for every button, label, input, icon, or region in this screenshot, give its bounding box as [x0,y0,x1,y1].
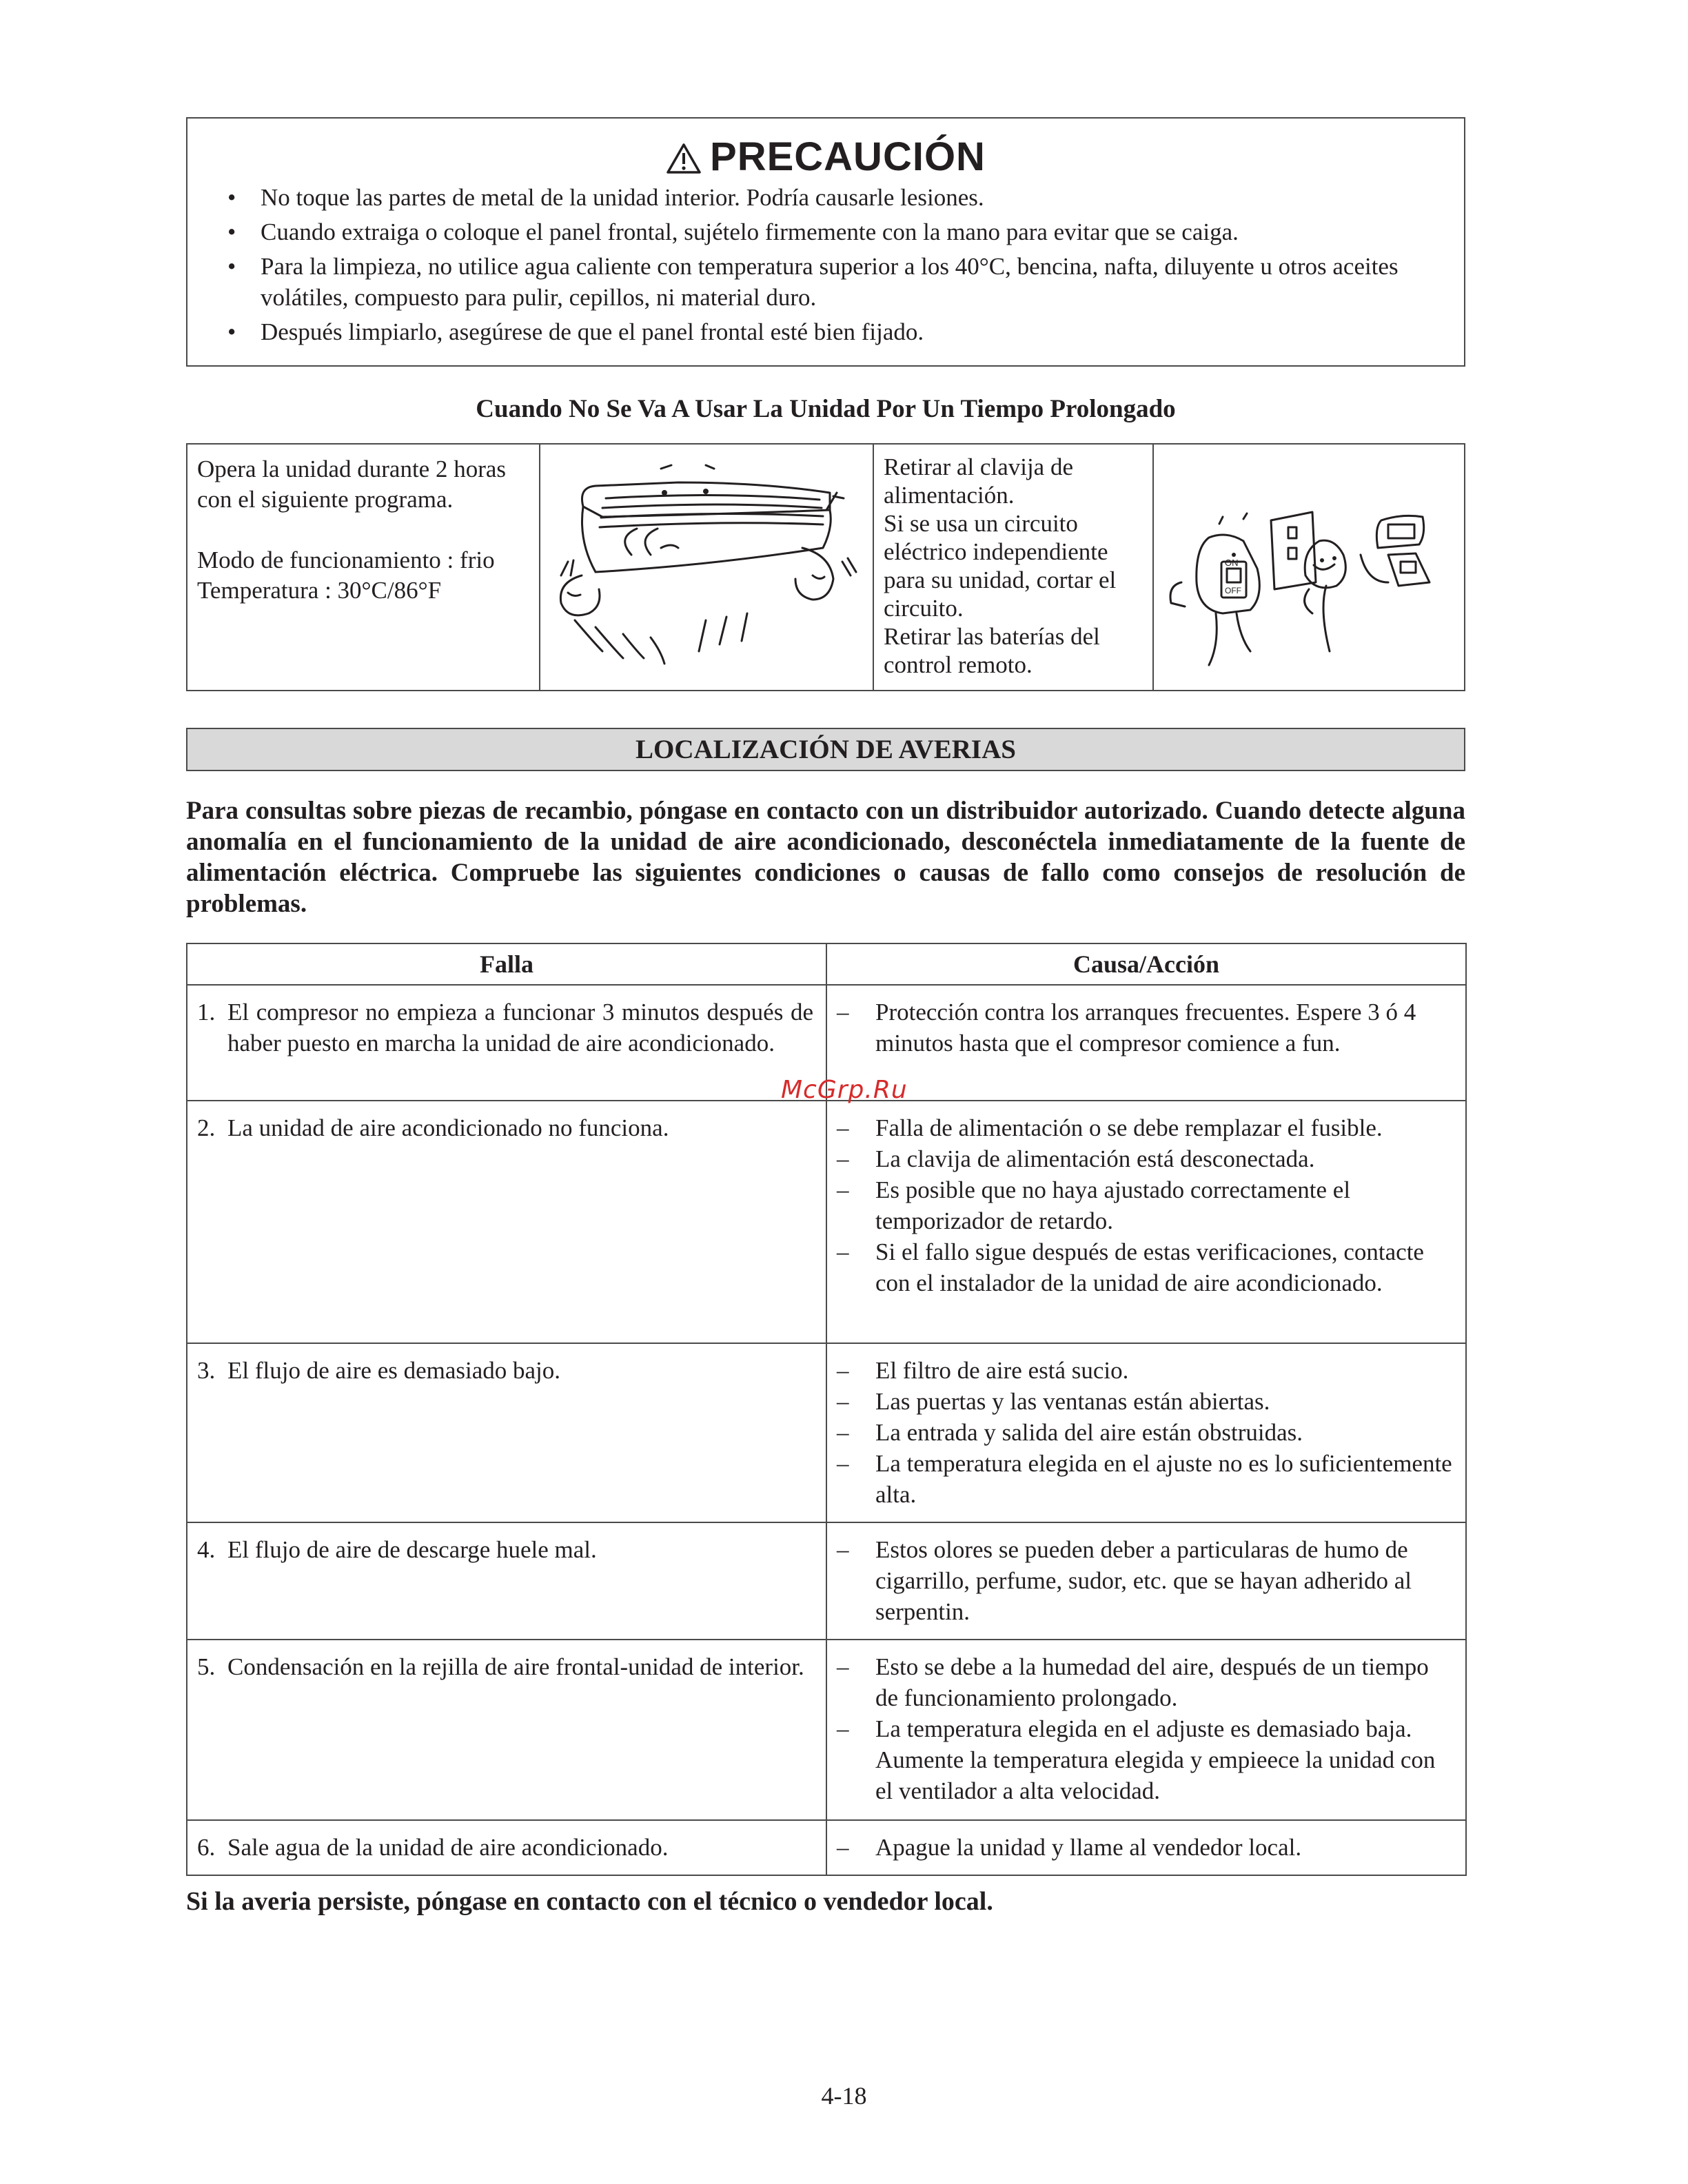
warning-triangle-icon [666,143,702,174]
page-number: 4-18 [821,2082,867,2110]
fault-number: 5. [197,1653,216,1680]
table-row [187,1101,1466,1343]
plug-switch-illustration [1154,445,1464,690]
plug-switch-illustration-cell [1154,445,1464,690]
table-row [187,1640,1466,1820]
cause-text: La entrada y salida del aire están obstruidas. [875,1419,1303,1446]
dash: – [837,1176,849,1203]
fault-text: La unidad de aire acondicionado no funciona. [227,1114,669,1141]
fault-cell [187,985,826,1101]
dash: – [837,1357,849,1384]
caution-item: • Cuando extraiga o coloque el panel frontal, sujételo firmemente con la mano para evitar que se caiga. [227,216,1441,247]
switch-on-label: ON [1225,558,1239,568]
troubleshooting-title: LOCALIZACIÓN DE AVERIAS [186,728,1465,771]
cause-text: Apague la unidad y llame al vendedor local. [875,1834,1302,1861]
cause-text: La temperatura elegida en el ajuste no es lo suficientemente alta. [875,1450,1452,1508]
dash: – [837,1715,849,1742]
fault-text: El flujo de aire de descarge huele mal. [227,1536,597,1563]
aircon-illustration-cell [540,445,874,690]
dash: – [837,1536,849,1563]
cause-text: Estos olores se pueden deber a particularas de humo de cigarrillo, perfume, sudor, etc. que se hayan adherido al serpentin. [875,1536,1412,1625]
cause-text: El filtro de aire está sucio. [875,1357,1129,1384]
table-row [187,1820,1466,1875]
cause-text: La clavija de alimentación está desconectada. [875,1145,1315,1172]
fault-cell [187,1101,826,1343]
fault-number: 6. [197,1834,216,1861]
fault-cell [187,1820,826,1875]
storage-program-text: Opera la unidad durante 2 horas con el siguiente programa. [197,456,507,513]
column-header-fault: Falla [187,943,826,985]
fault-text: El flujo de aire es demasiado bajo. [227,1357,561,1384]
cause-text: Protección contra los arranques frecuentes. Espere 3 ó 4 minutos hasta que el compresor comience a fun. [875,999,1416,1057]
caution-title-text: PRECAUCIÓN [710,134,986,179]
caution-box [186,117,1465,367]
column-header-cause: Causa/Acción [826,943,1466,985]
cause-text: Esto se debe a la humedad del aire, después de un tiempo de funcionamiento prolongado. [875,1653,1429,1711]
dash: – [837,1653,849,1680]
fault-cell [187,1522,826,1640]
dash: – [837,1114,849,1141]
storage-mode-text: Modo de funcionamiento : frio [197,547,495,573]
circuit-text: Si se usa un circuito eléctrico independiente para su unidad, cortar el circuito. [884,510,1117,622]
cause-cell [826,1101,1466,1343]
fault-text: El compresor no empieza a funcionar 3 minutos después de haber puesto en marcha la unidad de aire acondicionado. [227,999,813,1057]
dash: – [837,999,849,1025]
unplug-instructions-cell [874,445,1154,690]
dash: – [837,1388,849,1415]
caution-item: • Para la limpieza, no utilice agua caliente con temperatura superior a los 40°C, bencina, nafta, diluyente u otros aceites volátiles, compuesto para pulir, cepillos, ni material duro. [227,251,1441,313]
table-header-row [187,943,1466,985]
cause-text: Las puertas y las ventanas están abiertas. [875,1388,1270,1415]
batteries-text: Retirar las baterías del control remoto. [884,623,1100,678]
switch-off-label: OFF [1225,586,1241,595]
fault-text: Sale agua de la unidad de aire acondicionado. [227,1834,669,1861]
fault-text: Condensación en la rejilla de aire frontal-unidad de interior. [227,1653,804,1680]
storage-instructions-cell [187,445,540,690]
closing-note: Si la averia persiste, póngase en contacto con el técnico o vendedor local. [186,1887,993,1916]
caution-list [227,182,1441,351]
caution-item: • No toque las partes de metal de la unidad interior. Podría causarle lesiones. [227,182,1441,213]
cause-text: Falla de alimentación o se debe remplazar el fusible. [875,1114,1383,1141]
cause-text: Si el fallo sigue después de estas verificaciones, contacte con el instalador de la unidad de aire acondicionado. [875,1238,1424,1296]
dash: – [837,1419,849,1446]
storage-temperature-text: Temperatura : 30°C/86°F [197,577,442,604]
storage-table [186,443,1465,691]
fault-number: 1. [197,999,216,1025]
dash: – [837,1450,849,1477]
cause-cell [826,1522,1466,1640]
dash: – [837,1834,849,1861]
cause-cell [826,1820,1466,1875]
table-row [187,1343,1466,1522]
watermark: McGrp.Ru [781,1076,908,1104]
troubleshooting-intro: Para consultas sobre piezas de recambio, póngase en contacto con un distribuidor autorizado. Cuando detecte alguna anomalía en el funcionamiento de la unidad de aire acondicionado, desconéctela inmediatamente de la fuente de alimentación eléctrica. Compruebe las siguientes condiciones o causas de fallo como consejos de resolución de problemas. [186,797,1465,918]
aircon-unit-illustration [540,445,871,690]
unplug-text: Retirar al clavija de alimentación. [884,453,1073,509]
cause-cell [826,985,1466,1101]
cause-cell [826,1640,1466,1820]
fault-number: 3. [197,1357,216,1384]
cause-cell [826,1343,1466,1522]
fault-cell [187,1640,826,1820]
fault-number: 4. [197,1536,216,1563]
cause-text: La temperatura elegida en el adjuste es demasiado baja. Aumente la temperatura elegida y empieece la unidad con el ventilador a alta velocidad. [875,1715,1436,1804]
table-row [187,1522,1466,1640]
caution-title [187,134,1464,180]
dash: – [837,1145,849,1172]
cause-text: Es posible que no haya ajustado correctamente el temporizador de retardo. [875,1176,1351,1234]
storage-heading: Cuando No Se Va A Usar La Unidad Por Un Tiempo Prolongado [476,395,1176,423]
dash: – [837,1238,849,1265]
fault-number: 2. [197,1114,216,1141]
fault-cell [187,1343,826,1522]
caution-item: • Después limpiarlo, asegúrese de que el panel frontal esté bien fijado. [227,316,1441,347]
